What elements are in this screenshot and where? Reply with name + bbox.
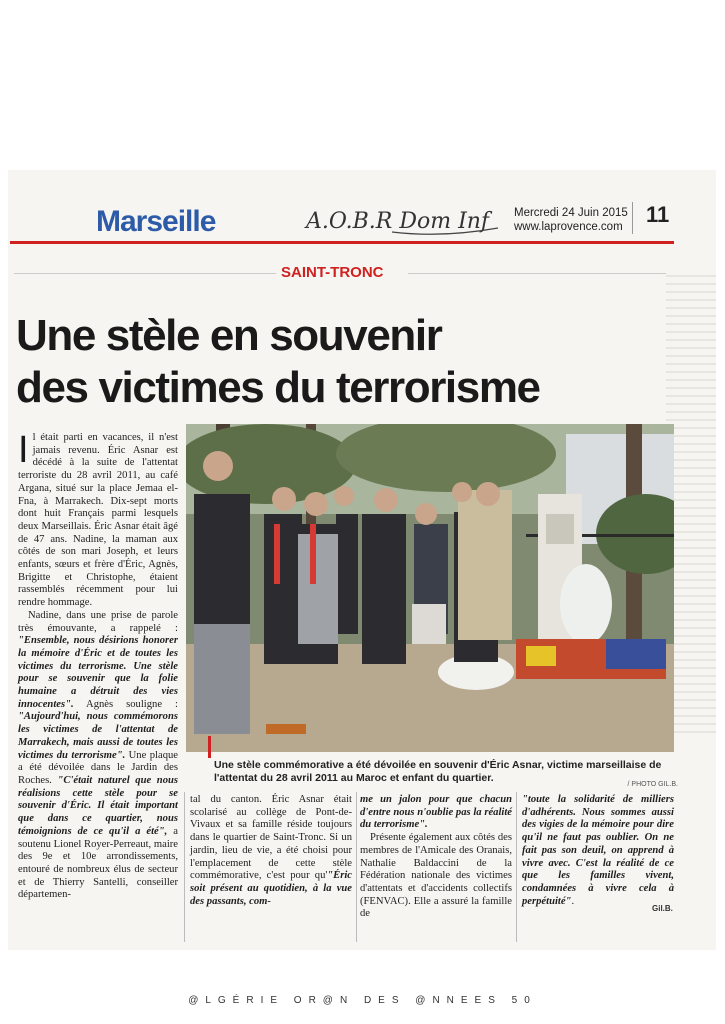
paragraph-1: Il était parti en vacances, il n'est jamais revenu. Éric Asnar est décédé à la suite de l'attentat terroriste du 28 avril 2011, au café Argana, situé sur la place Jemaa el-Fna, à Marrakech. Dix-sept morts dont huit Français parmi lesquels deux Marseillais. Éric Asnar était âgé de 47 ans. Nadine, la maman aux côtés de son mari Joseph, et leurs enfants, sœurs et frère d'Éric, Agnès, Brigitte et Christophe, étaient rassemblés récemment pour lui rendre hommage.	[18, 429, 178, 609]
author-signature: Gil.B.	[652, 904, 673, 913]
headline	[16, 310, 666, 414]
bleed-through-text	[8, 186, 88, 246]
article-column-3: me un jalon pour que chacun d'entre nous n'oublie pas la réalité du terrorisme". Présente également aux côtés des membres de l'Amicale des Oranais, Nathalie Baldaccini de la Fédération nationale des victimes d'attentats et d'accidents collectifs (FENVAC). Elle a assuré la famille de	[360, 794, 512, 920]
photo-credit: / PHOTO GIL.B.	[627, 781, 678, 788]
masthead-red-rule	[10, 241, 674, 244]
column-rule	[516, 792, 517, 942]
section-title: Marseille	[96, 205, 216, 238]
handwritten-note-text: A.O.B.R Dom Inf	[306, 209, 490, 234]
issue-date-block	[514, 206, 628, 234]
website: www.laprovence.com	[514, 221, 623, 233]
article-column-2: tal du canton. Éric Asnar était scolarisé au collège de Pont-de-Vivaux et sa famille réside toujours dans le quartier de Saint-Tronc. Si un jardin, lieu de vie, a été choisi pour l'emplacement de cette stèle commémorative, c'est pour qu'"Éric soit présent au quotidien, à la vue des passants, com-	[190, 794, 352, 907]
masthead-divider	[632, 202, 633, 234]
article-column-4: "toute la solidarité de milliers d'adhérents. Nous sommes aussi des vigies de la mémoire pour dire qu'il ne faut pas oublier. On ne fait pas son deuil, on apprend à vivre avec. C'est la réalité de ce que les familles vivent, condamnées à vivre cela à perpétuité".	[522, 794, 674, 907]
issue-date: Mercredi 24 Juin 2015	[514, 207, 628, 219]
paragraph-2: Nadine, dans une prise de parole très émouvante, a rappelé : "Ensemble, nous désirions honorer la mémoire d'Éric et de toutes les victimes du terrorisme. Une stèle pour se souvenir que la folie humaine a détruit des vies innocentes". Agnès souligne : "Aujourd'hui, nous commémorons les victimes de l'attentat de Marrakech, mais aussi de toutes les victimes du terrorisme". Une plaque a été dévoilée dans le Jardin des Roches. "C'était naturel que nous réalisions cette stèle pour se souvenir d'Éric. Il était important que dans ce quartier, nous témoignions de ce qu'il a été", a soutenu Lionel Royer-Perreaut, maire des 9e et 10e arrondissements, entouré de nombreux élus de secteur et de Thierry Santelli, conseiller départemen-	[18, 609, 178, 901]
drop-cap: I	[18, 429, 29, 471]
headline-line-1: Une stèle en souvenir	[16, 311, 442, 360]
kicker-rule-left	[14, 273, 276, 274]
kicker-rule-right	[408, 273, 666, 274]
page-number: 11	[646, 202, 670, 227]
commemoration-photo	[186, 424, 674, 752]
photo-caption: Une stèle commémorative a été dévoilée en souvenir d'Éric Asnar, victime marseillaise de l'attentat du 28 avril 2011 au Maroc et enfant du quartier.	[214, 759, 662, 784]
column-rule	[184, 792, 185, 942]
article-column-1	[18, 429, 178, 902]
column-rule	[356, 792, 357, 942]
headline-line-2: des victimes du terrorisme	[16, 363, 540, 412]
kicker: SAINT-TRONC	[281, 264, 384, 281]
footer-watermark: @LGÉRIE OR@N DES @NNEES 50	[188, 995, 537, 1006]
caption-marker	[208, 736, 211, 758]
